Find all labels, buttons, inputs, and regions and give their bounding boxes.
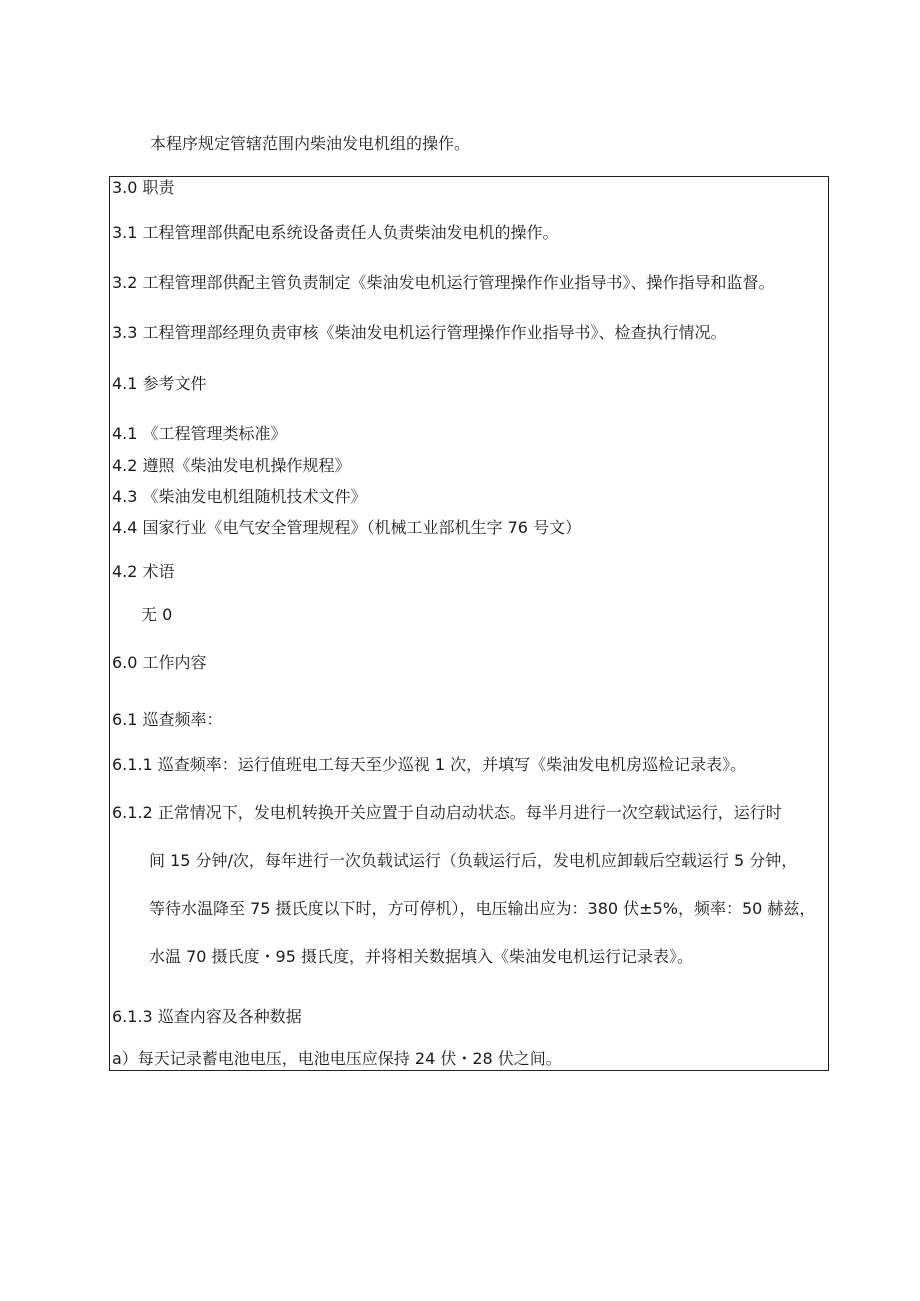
- ref-4-1: 4.1 《工程管理类标准》: [112, 424, 287, 443]
- heading-6-1: 6.1 巡查频率：: [112, 710, 223, 729]
- item-6-1-1: 6.1.1 巡查频率：运行值班电工每天至少巡视 1 次，并填写《柴油发电机房巡检记录表》。: [112, 755, 747, 774]
- ref-4-4: 4.4 国家行业《电气安全管理规程》（机械工业部机生字 76 号文）: [112, 518, 582, 537]
- item-6-1-2-line3: 等待水温降至 75 摄氏度以下时，方可停机），电压输出应为：380 伏±5%，频率：50 赫兹，: [149, 899, 816, 918]
- item-6-1-2-line1: 6.1.2 正常情况下，发电机转换开关应置于自动启动状态。每半月进行一次空载试运行，运行时: [112, 803, 782, 822]
- item-6-1-2-line2: 间 15 分钟/次，每年进行一次负载试运行（负载运行后，发电机应卸载后空载运行 5 分钟，: [149, 851, 798, 870]
- heading-6-1-3: 6.1.3 巡查内容及各种数据: [112, 1007, 302, 1026]
- content-box: [109, 176, 829, 1071]
- item-a: a）每天记录蓄电池电压，电池电压应保持 24 伏・28 伏之间。: [112, 1049, 562, 1068]
- item-3-2: 3.2 工程管理部供配主管负责制定《柴油发电机运行管理操作作业指导书》、操作指导和监督。: [112, 273, 775, 292]
- heading-4-1: 4.1 参考文件: [112, 374, 207, 393]
- item-3-3: 3.3 工程管理部经理负责审核《柴油发电机运行管理操作作业指导书》、检查执行情况。: [112, 323, 727, 342]
- heading-terms: 4.2 术语: [112, 562, 175, 581]
- intro-paragraph: 本程序规定管辖范围内柴油发电机组的操作。: [150, 134, 471, 153]
- ref-4-2: 4.2 遵照《柴油发电机操作规程》: [112, 456, 351, 475]
- heading-6-0: 6.0 工作内容: [112, 653, 207, 672]
- ref-4-3: 4.3 《柴油发电机组随机技术文件》: [112, 487, 367, 506]
- item-6-1-2-line4: 水温 70 摄氏度・95 摄氏度，并将相关数据填入《柴油发电机运行记录表》。: [149, 947, 693, 966]
- item-3-1: 3.1 工程管理部供配电系统设备责任人负责柴油发电机的操作。: [112, 223, 559, 242]
- terms-none: 无 0: [141, 605, 173, 624]
- heading-3-0: 3.0 职责: [112, 178, 175, 197]
